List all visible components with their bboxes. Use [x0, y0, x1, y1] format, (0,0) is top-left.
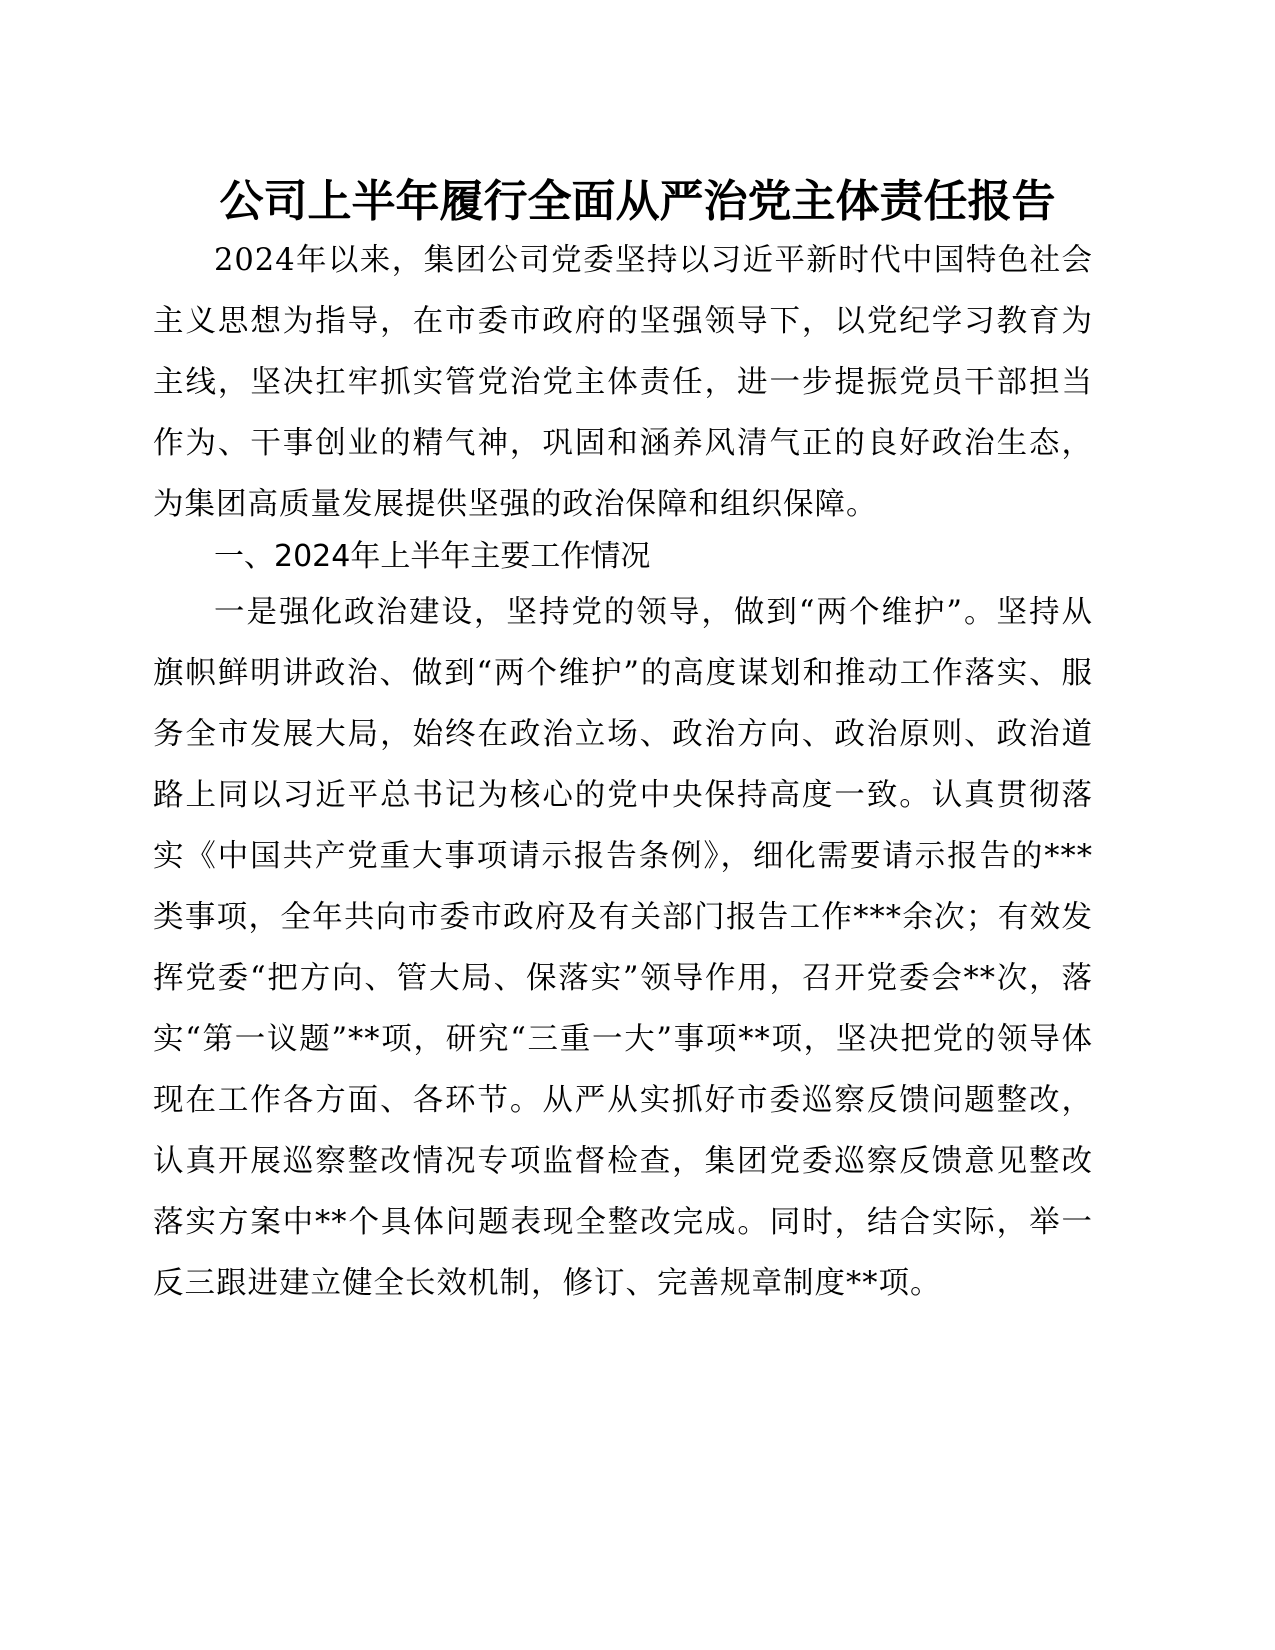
- section-heading: 一、2024年上半年主要工作情况: [214, 539, 651, 574]
- body-paragraph: 一是强化政治建设，坚持党的领导，做到“两个维护”。坚持从旗帜鲜明讲政治、做到“两个维护”的高度谋划和推动工作落实、服务全市发展大局，始终在政治立场、政治方向、政治原则、政治道路上同以习近平总书记为核心的党中央保持高度一致。认真贯彻落实《中国共产党重大事项请示报告条例》，细化需要请示报告的***类事项，全年共向市委市政府及有关部门报告工作***余次；有效发挥党委“把方向、管大局、保落实”领导作用，召开党委会**次，落实“第一议题”**项，研究“三重一大”事项**项，坚决把党的领导体现在工作各方面、各环节。从严从实抓好市委巡察反馈问题整改，认真开展巡察整改情况专项监督检查，集团党委巡察反馈意见整改落实方案中**个具体问题表现全整改完成。同时，结合实际，举一反三跟进建立健全长效机制，修订、完善规章制度**项。: [153, 595, 1093, 1301]
- intro-paragraph: 2024年以来，集团公司党委坚持以习近平新时代中国特色社会主义思想为指导，在市委市政府的坚强领导下，以党纪学习教育为主线，坚决扛牢抓实管党治党主体责任，进一步提振党员干部担当作为、干事创业的精气神，巩固和涵养风清气正的良好政治生态，为集团高质量发展提供坚强的政治保障和组织保障。: [153, 243, 1093, 522]
- document-title: 公司上半年履行全面从严治党主体责任报告: [219, 176, 1056, 227]
